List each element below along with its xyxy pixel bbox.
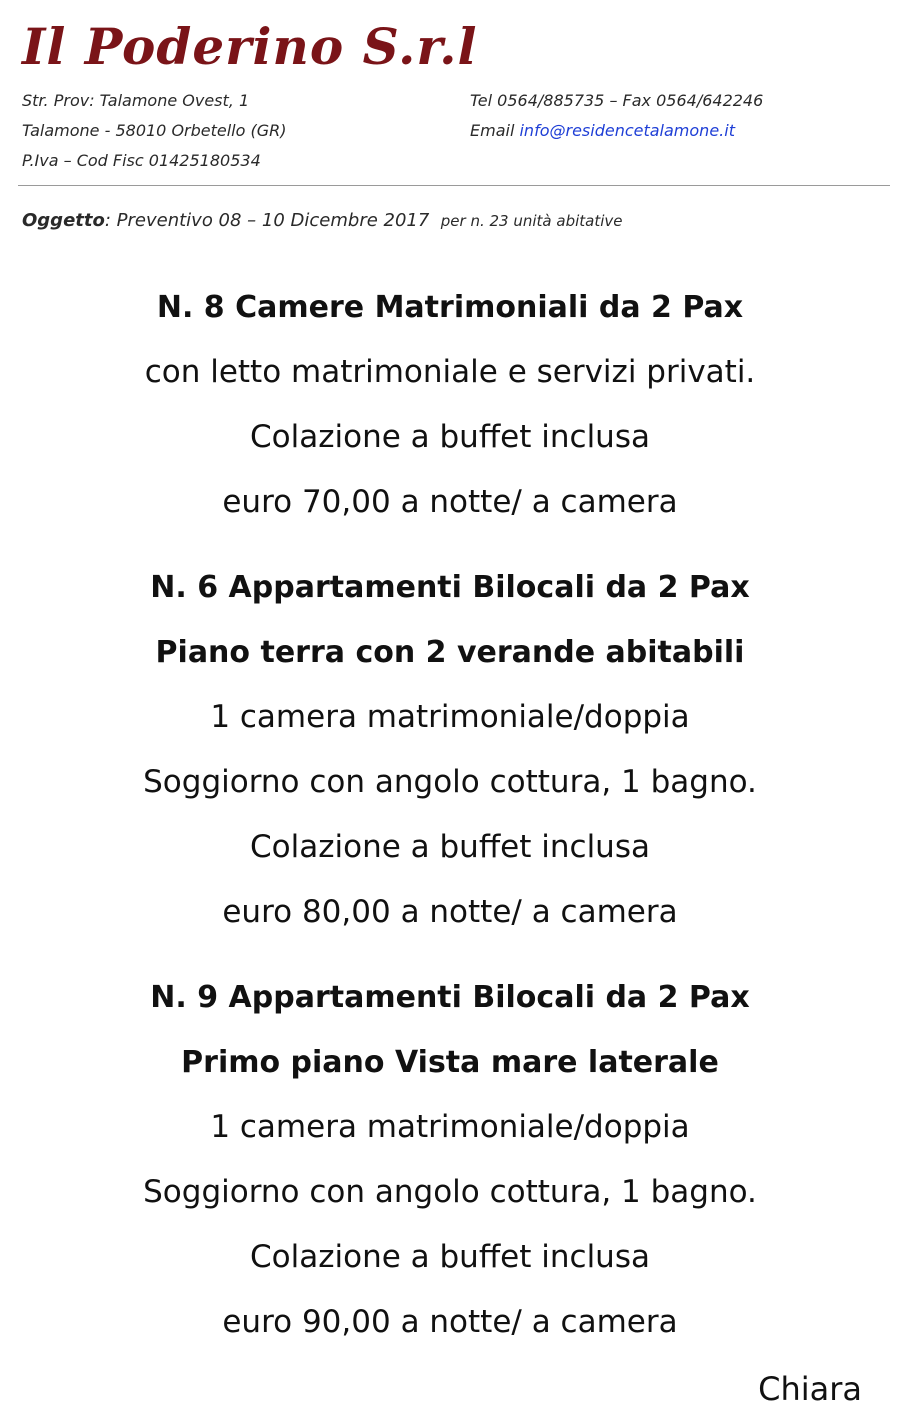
offer-price: euro 70,00 a notte/ a camera xyxy=(222,484,678,520)
offer-ground-floor-apartments xyxy=(0,555,900,945)
subject-text: : Preventivo 08 – 10 Dicembre 2017 xyxy=(104,210,430,231)
offer-subtitle: Primo piano Vista mare laterale xyxy=(181,1045,719,1080)
offer-line: 1 camera matrimoniale/doppia xyxy=(210,699,690,735)
company-address-block xyxy=(22,86,287,176)
address-city: Talamone - 58010 Orbetello (GR) xyxy=(22,121,287,140)
company-contact-block xyxy=(470,86,763,146)
offer-line: Soggiorno con angolo cottura, 1 bagno. xyxy=(143,1174,757,1210)
offer-rooms xyxy=(0,275,900,535)
subject-line xyxy=(22,206,623,236)
tax-code: P.Iva – Cod Fisc 01425180534 xyxy=(22,151,261,170)
signature: Chiara xyxy=(758,1370,862,1408)
subject-label: Oggetto xyxy=(22,210,105,231)
offer-line: con letto matrimoniale e servizi privati. xyxy=(144,354,756,390)
offer-subtitle: Piano terra con 2 verande abitabili xyxy=(155,635,745,670)
email-link[interactable]: info@residencetalamone.it xyxy=(519,121,735,140)
header-divider xyxy=(18,185,890,186)
offer-title: N. 8 Camere Matrimoniali da 2 Pax xyxy=(156,290,744,325)
company-name: Il Poderino S.r.l xyxy=(22,17,478,76)
address-street: Str. Prov: Talamone Ovest, 1 xyxy=(22,91,250,110)
email-line xyxy=(470,116,763,146)
phone-fax: Tel 0564/885735 – Fax 0564/642246 xyxy=(470,91,764,110)
subject-units-note: per n. 23 unità abitative xyxy=(440,212,623,230)
offer-line: Colazione a buffet inclusa xyxy=(250,419,650,455)
offer-price: euro 90,00 a notte/ a camera xyxy=(222,1304,678,1340)
offers-list xyxy=(0,275,900,1355)
offer-first-floor-apartments xyxy=(0,965,900,1355)
email-label: Email xyxy=(470,121,515,140)
offer-price: euro 80,00 a notte/ a camera xyxy=(222,894,678,930)
offer-title: N. 9 Appartamenti Bilocali da 2 Pax xyxy=(150,980,750,1015)
offer-line: Colazione a buffet inclusa xyxy=(250,829,650,865)
offer-title: N. 6 Appartamenti Bilocali da 2 Pax xyxy=(150,570,750,605)
offer-line: Colazione a buffet inclusa xyxy=(250,1239,650,1275)
offer-line: 1 camera matrimoniale/doppia xyxy=(210,1109,690,1145)
offer-line: Soggiorno con angolo cottura, 1 bagno. xyxy=(143,764,757,800)
